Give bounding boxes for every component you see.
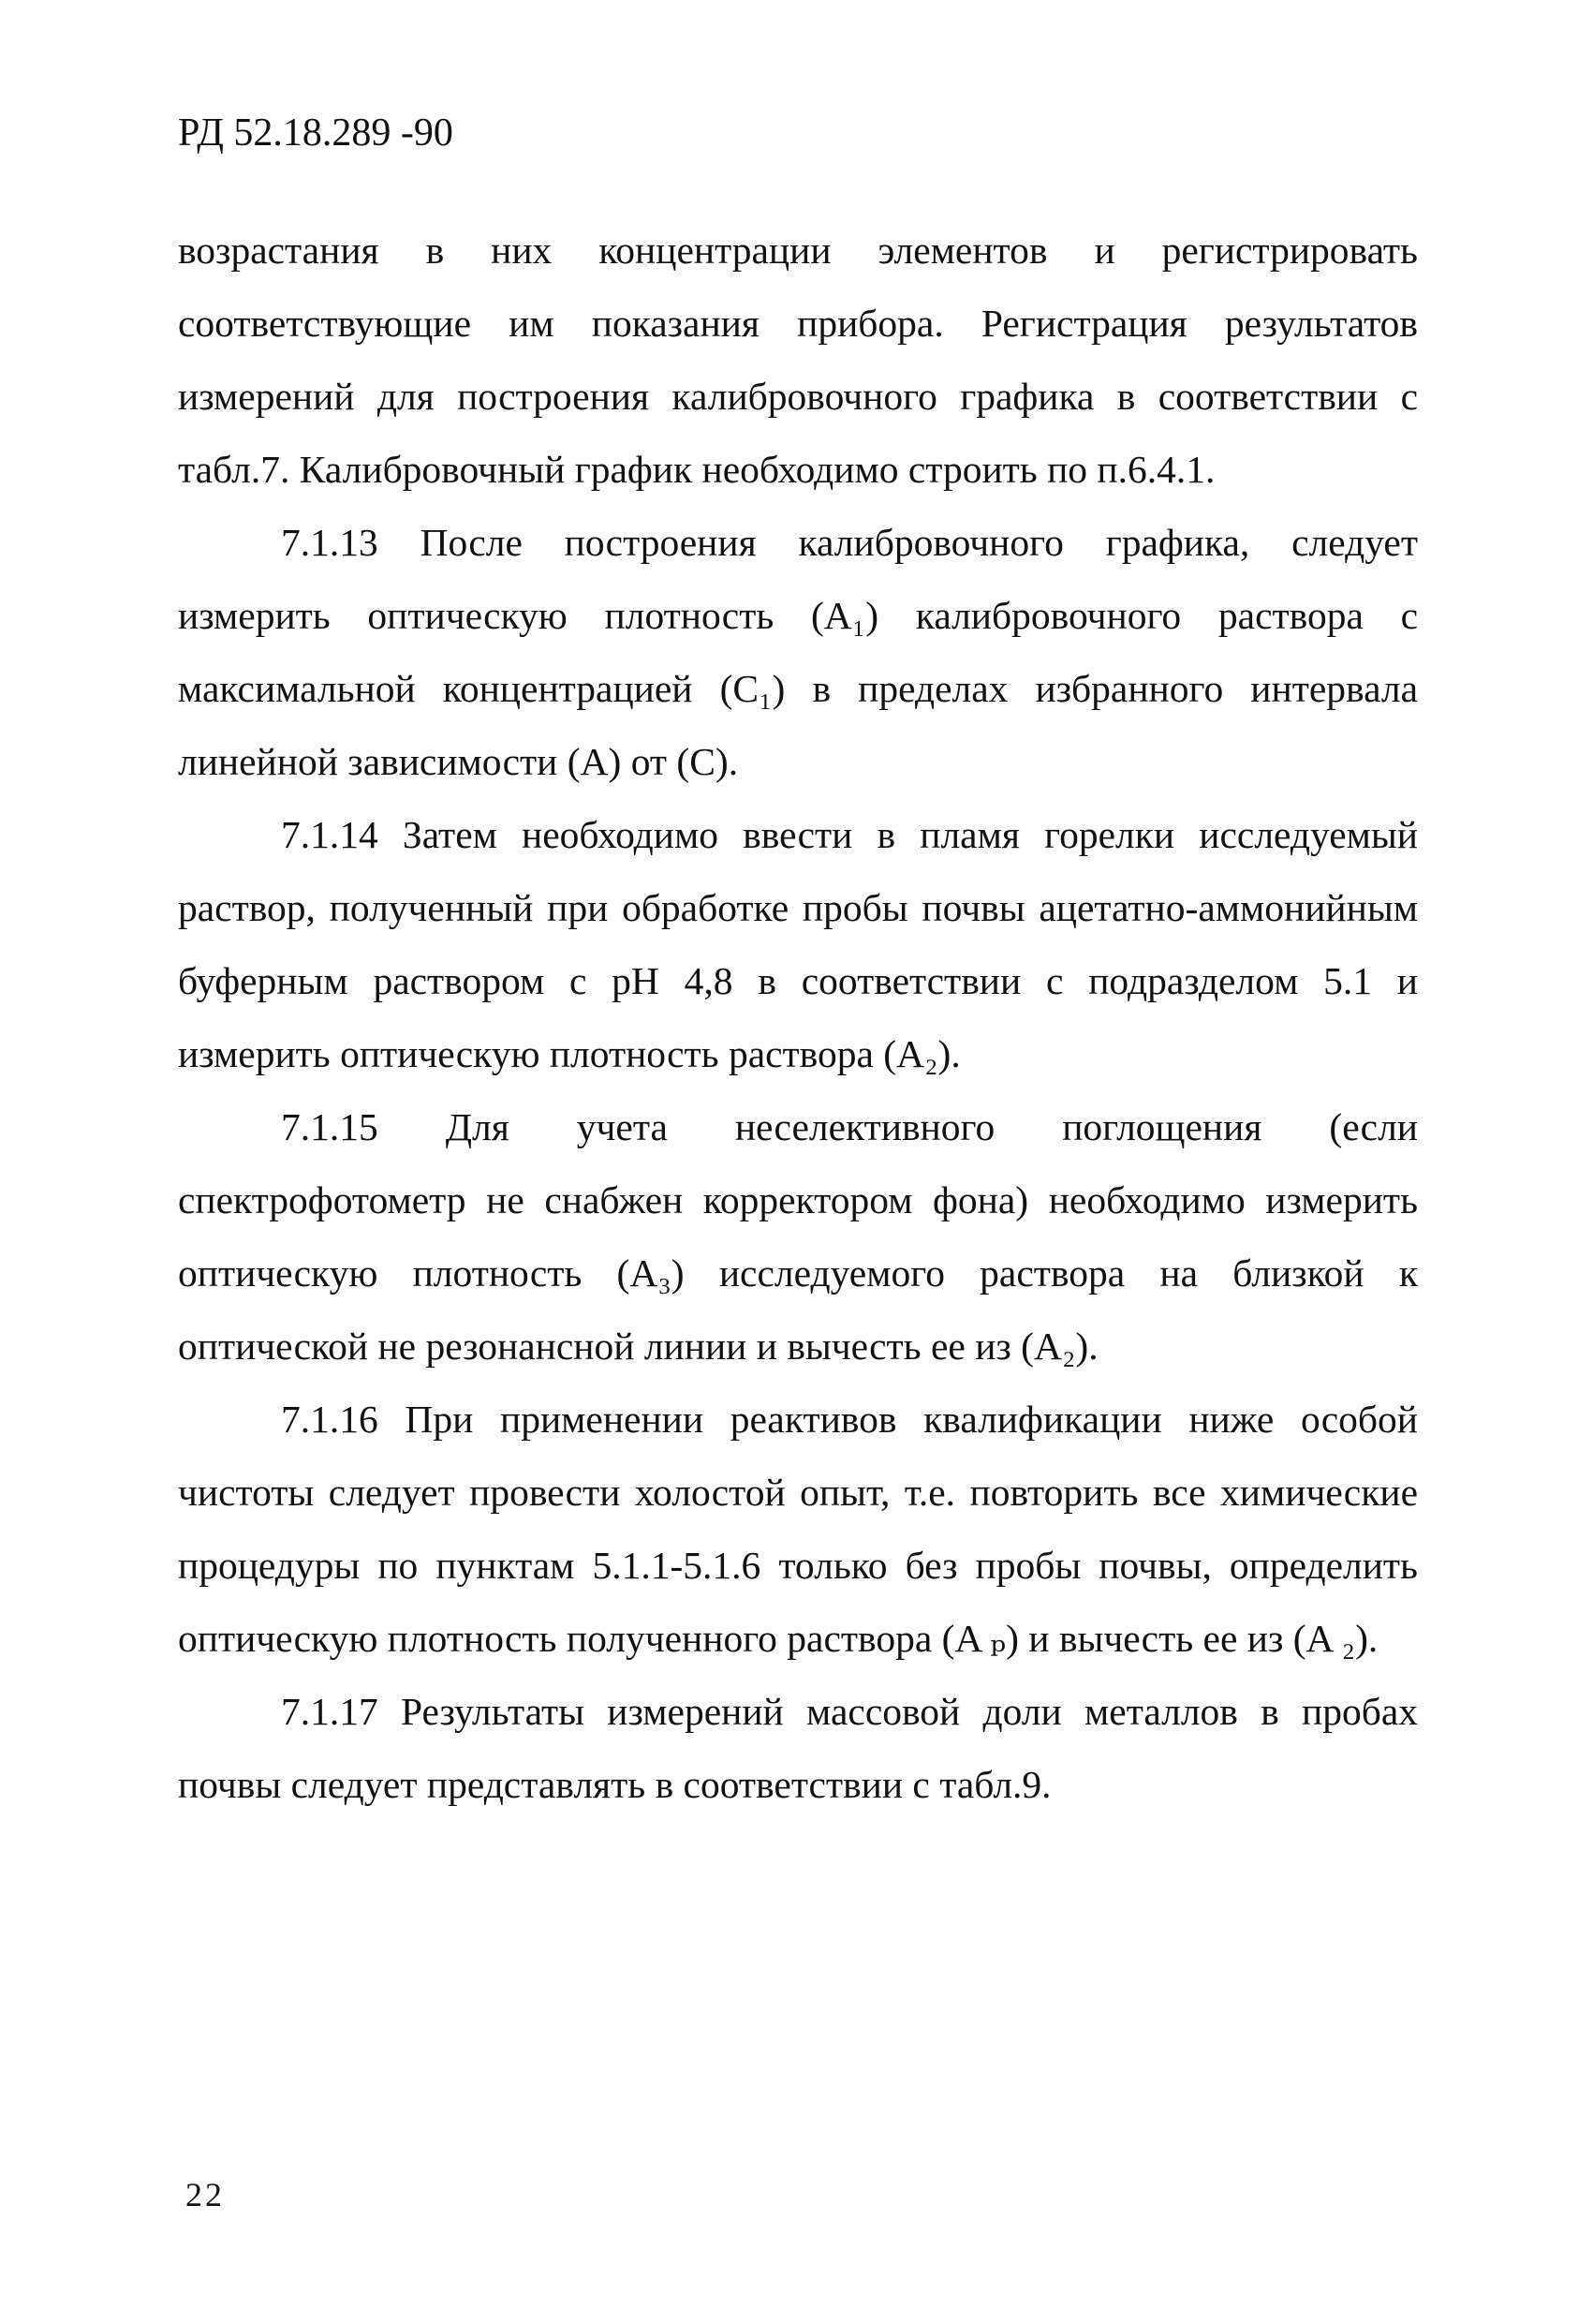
paragraph-text: Для учета неселективного поглощения (если спектрофотометр не снабжен корректором фона) необходимо измерить оптическую плотность (A₃) исследуемого раствора на близкой к оптической не резонансной линии и вычесть ее из (A₂). [178, 1105, 1418, 1368]
paragraph-7-1-16 [178, 1383, 1418, 1675]
clause-number: 7.1.13 [281, 521, 378, 564]
clause-number: 7.1.17 [281, 1690, 378, 1733]
paragraph-text: После построения калибровочного графика, следует измерить оптическую плотность (A₁) калибровочного раствора с максимальной концентрацией (C₁) в пределах избранного интервала линейной зависимости (А) от (С). [178, 521, 1418, 783]
body-text [178, 214, 1418, 1821]
paragraph-7-1-13 [178, 506, 1418, 798]
clause-number: 7.1.16 [281, 1398, 378, 1441]
paragraph-text: Затем необходимо ввести в пламя горелки исследуемый раствор, полученный при обработке пробы почвы ацетатно-аммонийным буферным раствором с pH 4,8 в соответствии с подразделом 5.1 и измерить оптическую плотность раствора (A₂). [178, 813, 1418, 1075]
paragraph-7-1-14 [178, 798, 1418, 1090]
clause-number: 7.1.14 [281, 813, 378, 856]
paragraph-continuation [178, 214, 1418, 506]
clause-number: 7.1.15 [281, 1105, 378, 1148]
paragraph-7-1-17 [178, 1675, 1418, 1821]
paragraph-text: возрастания в них концентрации элементов и регистрировать соответствующие им показания прибора. Регистрация результатов измерений для построения калибровочного графика в соответствии с табл.7. Калибровочный график необходимо строить по п.6.4.1. [178, 229, 1418, 491]
paragraph-text: Результаты измерений массовой доли металлов в пробах почвы следует представлять в соответствии с табл.9. [178, 1690, 1418, 1806]
page-number: 22 [185, 2176, 225, 2213]
paragraph-text: При применении реактивов квалификации ниже особой чистоты следует провести холостой опыт, т.е. повторить все химические процедуры по пунктам 5.1.1-5.1.6 только без пробы почвы, определить оптическую плотность полученного раствора (A ₚ) и вычесть ее из (A ₂). [178, 1398, 1418, 1660]
paragraph-7-1-15 [178, 1090, 1418, 1383]
document-header: РД 52.18.289 -90 [178, 111, 453, 155]
